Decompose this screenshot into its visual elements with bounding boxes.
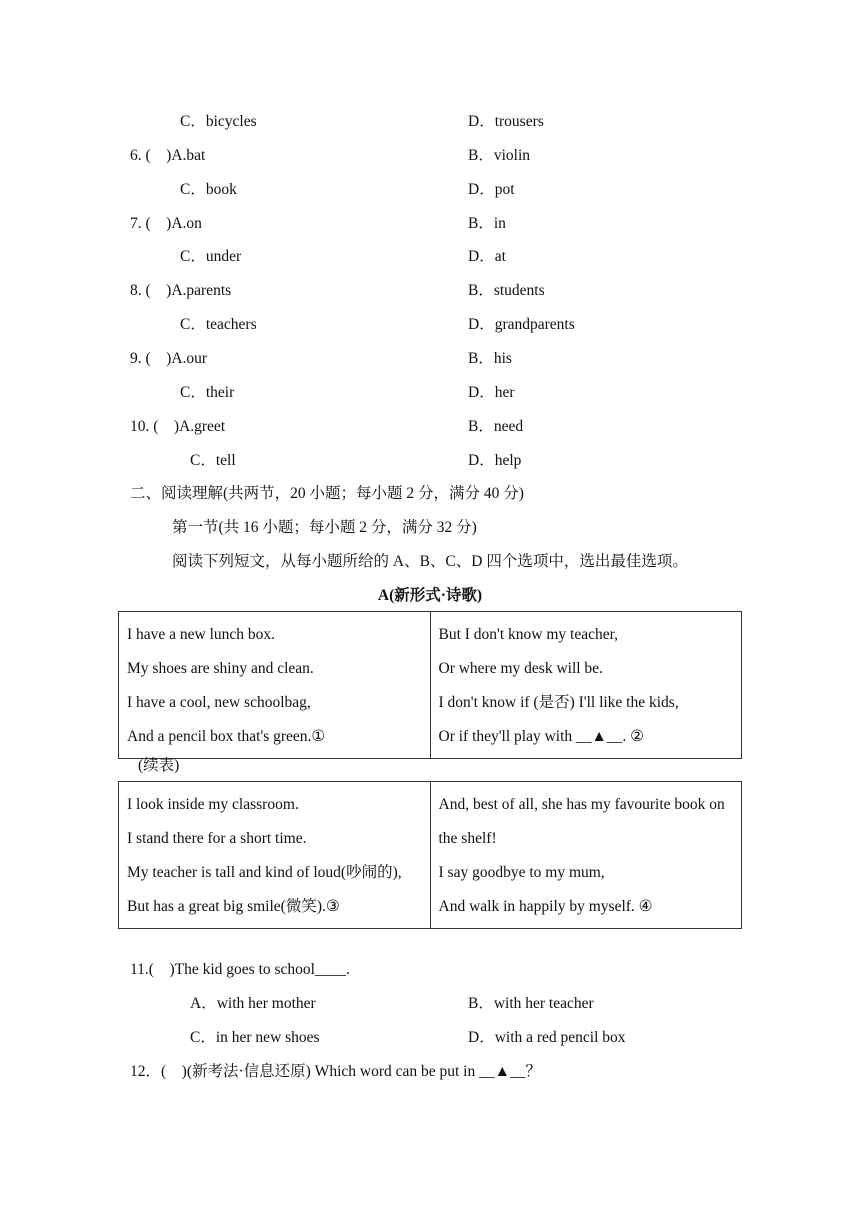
poem-line: I don't know if (是否) I'll like the kids, (438, 694, 679, 711)
poem-stanza-1 (119, 612, 431, 759)
poem-line: But I don't know my teacher, (438, 626, 619, 643)
q11-option-a: A．with her mother (190, 995, 316, 1012)
poem-line: And a pencil box that's green.① (127, 728, 326, 745)
poem-line: Or if they'll play with __▲__. ② (438, 728, 645, 745)
q7-option-d: D．at (468, 248, 506, 265)
q9-option-d: D．her (468, 384, 515, 401)
passage-title: A(新形式·诗歌) (377, 587, 483, 604)
q9-option-c: C．their (180, 384, 235, 401)
poem-line: I stand there for a short time. (127, 830, 307, 847)
poem-line: I have a cool, new schoolbag, (127, 694, 311, 711)
poem-line: But has a great big smile(微笑).③ (127, 898, 340, 915)
poem-stanza-4 (430, 782, 742, 929)
q6-option-b: B．violin (468, 147, 531, 164)
q11-option-d: D．with a red pencil box (468, 1029, 626, 1046)
continued-label: (续表) (138, 757, 180, 774)
section-title: 二、阅读理解(共两节，20 小题；每小题 2 分，满分 40 分) (130, 485, 524, 502)
q8-option-c: C．teachers (180, 316, 257, 333)
q5-option-d: D．trousers (468, 113, 544, 130)
poem-line: And, best of all, she has my favourite book on the shelf! (438, 796, 725, 847)
poem-table-1 (118, 611, 742, 759)
q12-stem: 12．( )(新考法·信息还原) Which word can be put in __▲__？ (130, 1063, 541, 1080)
q5-option-c: C．bicycles (180, 113, 257, 130)
q11-stem: 11.( )The kid goes to school____. (130, 961, 350, 978)
q6-stem: 6. ( )A.bat (130, 147, 206, 164)
q8-option-b: B．students (468, 282, 545, 299)
poem-table-2 (118, 781, 742, 929)
poem-line: My shoes are shiny and clean. (127, 660, 314, 677)
instruction: 阅读下列短文，从每小题所给的 A、B、C、D 四个选项中，选出最佳选项。 (172, 553, 688, 570)
q10-option-b: B．need (468, 418, 524, 435)
poem-line: I have a new lunch box. (127, 626, 276, 643)
poem-line: Or where my desk will be. (438, 660, 603, 677)
q10-option-c: C．tell (190, 452, 236, 469)
poem-line: I look inside my classroom. (127, 796, 299, 813)
poem-line: My teacher is tall and kind of loud(吵闹的), (127, 864, 402, 881)
q10-option-d: D．help (468, 452, 522, 469)
poem-stanza-2 (430, 612, 742, 759)
q7-option-c: C．under (180, 248, 242, 265)
q8-option-d: D．grandparents (468, 316, 575, 333)
q11-option-b: B．with her teacher (468, 995, 594, 1012)
q6-option-d: D．pot (468, 181, 515, 198)
poem-stanza-3 (119, 782, 431, 929)
q9-stem: 9. ( )A.our (130, 350, 208, 367)
q8-stem: 8. ( )A.parents (130, 282, 232, 299)
poem-line: I say goodbye to my mum, (438, 864, 605, 881)
q9-option-b: B．his (468, 350, 512, 367)
q10-stem: 10. ( )A.greet (130, 418, 226, 435)
q7-option-b: B．in (468, 215, 506, 232)
q11-option-c: C．in her new shoes (190, 1029, 320, 1046)
q6-option-c: C．book (180, 181, 237, 198)
part-title: 第一节(共 16 小题；每小题 2 分，满分 32 分) (172, 519, 477, 536)
poem-line: And walk in happily by myself. ④ (438, 898, 653, 915)
q7-stem: 7. ( )A.on (130, 215, 202, 232)
